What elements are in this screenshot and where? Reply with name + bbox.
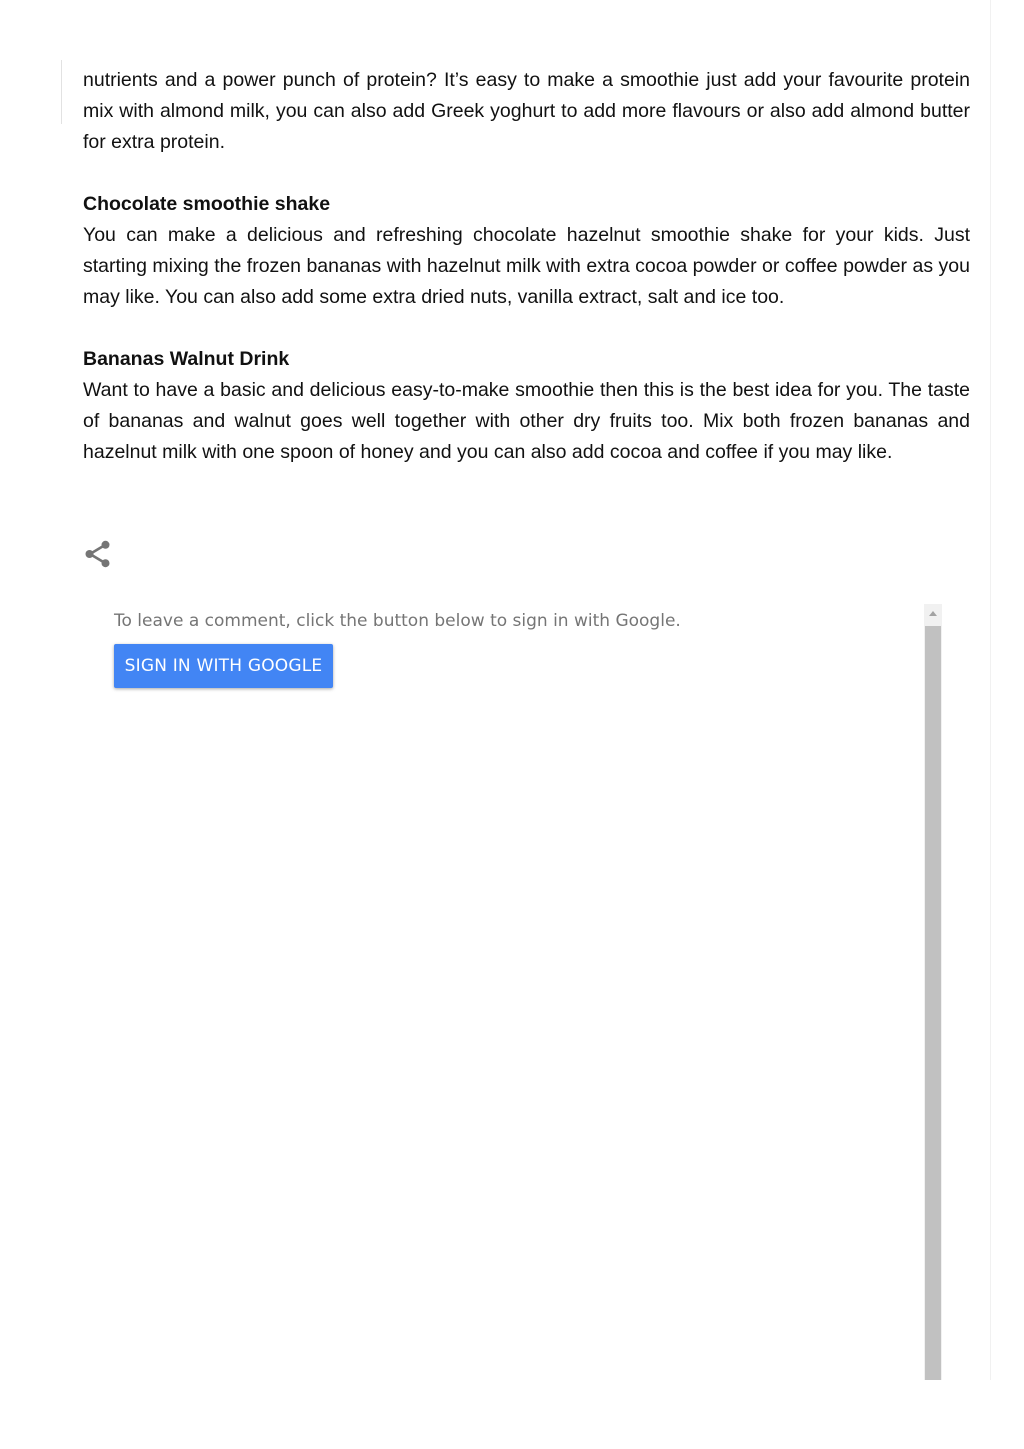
share-icon[interactable] [84,540,112,568]
comments-frame [96,602,946,1380]
page-edge [990,0,991,1380]
section-paragraph: Want to have a basic and delicious easy-to-make smoothie then this is the best idea for you. The taste of bananas and walnut goes well together with other dry fruits too. Mix both frozen bananas and hazelnut milk with one spoon of honey and you can also add cocoa and coffee if you may like. [83,379,970,463]
sign-in-with-google-button[interactable]: SIGN IN WITH GOOGLE [114,644,333,688]
share-icon-graphic [84,540,112,568]
scrollbar-thumb[interactable] [925,626,941,1380]
section-bananas-walnut [83,344,970,468]
section-heading: Chocolate smoothie shake [83,193,331,215]
section-chocolate-smoothie [83,189,970,313]
comment-signin-prompt: To leave a comment, click the button below to sign in with Google. [114,611,681,631]
section-paragraph: You can make a delicious and refreshing chocolate hazelnut smoothie shake for your kids. Just starting mixing the frozen bananas with hazelnut milk with extra cocoa powder or coffee powder as you may like. You can also add some extra dried nuts, vanilla extract, salt and ice too. [83,224,970,308]
intro-paragraph: nutrients and a power punch of protein? It’s easy to make a smoothie just add your favourite protein mix with almond milk, you can also add Greek yoghurt to add more flavours or also add almond butter for extra protein. [83,69,970,153]
quote-rule [61,60,62,124]
scroll-up-arrow-icon[interactable] [924,604,942,624]
comments-scrollbar[interactable] [924,604,942,1380]
section-heading: Bananas Walnut Drink [83,348,290,370]
article-body [83,65,970,468]
